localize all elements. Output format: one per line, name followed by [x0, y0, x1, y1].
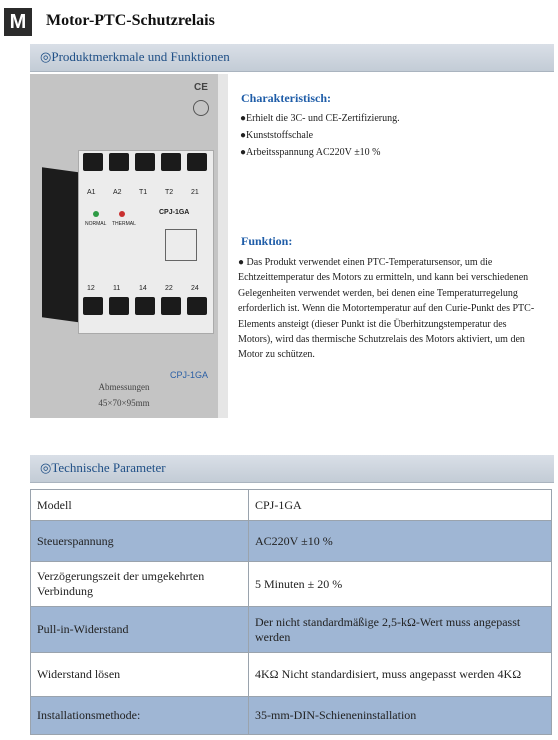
terminal-label: A2: [113, 189, 122, 196]
page-title: Motor-PTC-Schutzrelais: [46, 12, 215, 29]
param-value: 35-mm-DIN-Schieneninstallation: [249, 697, 552, 735]
ce-mark: CE: [194, 82, 208, 93]
thermal-led: [119, 211, 125, 217]
param-label: Steuerspannung: [31, 521, 249, 562]
param-label: Pull-in-Widerstand: [31, 607, 249, 653]
param-label: Installationsmethode:: [31, 697, 249, 735]
terminal-bottom: [83, 297, 103, 315]
led-label: THERMAL: [112, 221, 136, 227]
terminal-bottom: [135, 297, 155, 315]
characteristics-item: ●Arbeitsspannung AC220V ±10 %: [240, 147, 381, 158]
terminal-bottom: [109, 297, 129, 315]
normal-led: [93, 211, 99, 217]
table-row: [31, 653, 552, 697]
characteristics-item: ●Kunststoffschale: [240, 130, 314, 141]
param-label: Modell: [31, 490, 249, 521]
terminal-top: [109, 153, 129, 171]
terminal-top: [187, 153, 207, 171]
section-badge: M: [4, 8, 32, 36]
product-model-caption: CPJ-1GA: [170, 370, 209, 380]
terminal-label: T2: [165, 189, 174, 196]
terminal-label: A1: [87, 189, 96, 196]
terminal-label: 24: [191, 285, 199, 292]
table-row: [31, 697, 552, 735]
terminal-label: T1: [139, 189, 148, 196]
relay-front-panel: [78, 150, 214, 334]
cert-logo-icon: [193, 100, 209, 116]
param-label: Verzögerungszeit der umgekehrten Verbindung: [31, 562, 249, 607]
terminal-label: 12: [87, 285, 95, 292]
terminal-top: [135, 153, 155, 171]
param-label: Widerstand lösen: [31, 653, 249, 697]
dimensions-title: Abmessungen: [98, 382, 150, 392]
params-section-bar: [30, 455, 554, 483]
relay-side-panel: [42, 167, 82, 323]
param-value: 4KΩ Nicht standardisiert, muss angepasst werden 4KΩ: [249, 653, 552, 697]
function-description: ● Das Produkt verwendet einen PTC-Temperatursensor, um die Echtzeittemperatur des Motors zu ermitteln, und kann bei verschiedenen Gelegenheiten verwendet werden, bei denen eine Temperaturregelung erforderlich ist. Wenn die Motortemperatur auf den Curie-Punkt des PTC-Elements ansteigt (dieser Punkt ist die Überhitzungstemperatur des Motors), wird das thermische Schutzrelais des Motors aktiviert, um den Motor zu schützen.: [238, 257, 535, 361]
table-row: [31, 607, 552, 653]
relay-device: [42, 150, 210, 332]
param-value: Der nicht standardmäßige 2,5-kΩ-Wert muss angepasst werden: [249, 607, 552, 653]
table-row: [31, 562, 552, 607]
dimensions-value: 45×70×95mm: [98, 398, 150, 408]
function-heading: Funktion:: [241, 234, 293, 248]
features-section-title: ◎Produktmerkmale und Funktionen: [40, 49, 230, 64]
characteristics-heading: Charakteristisch:: [241, 91, 331, 105]
terminal-bottom: [161, 297, 181, 315]
terminal-top: [161, 153, 181, 171]
terminal-label: 21: [191, 189, 199, 196]
photo-edge: [218, 74, 228, 418]
device-model-label: CPJ-1GA: [159, 209, 190, 216]
circuit-diagram-icon: [165, 229, 197, 261]
features-section-bar: [30, 44, 554, 72]
param-value: 5 Minuten ± 20 %: [249, 562, 552, 607]
terminal-bottom: [187, 297, 207, 315]
page-header: [0, 8, 558, 38]
param-value: CPJ-1GA: [249, 490, 552, 521]
params-table: [30, 489, 552, 735]
terminal-top: [83, 153, 103, 171]
param-value: AC220V ±10 %: [249, 521, 552, 562]
characteristics-item: ●Erhielt die 3C- und CE-Zertifizierung.: [240, 113, 400, 124]
table-row: [31, 521, 552, 562]
table-row: [31, 490, 552, 521]
terminal-label: 22: [165, 285, 173, 292]
led-label: NORMAL: [85, 221, 107, 227]
params-section-title: ◎Technische Parameter: [40, 460, 166, 475]
terminal-label: 14: [139, 285, 147, 292]
terminal-label: 11: [113, 285, 121, 292]
product-image: [30, 74, 218, 418]
